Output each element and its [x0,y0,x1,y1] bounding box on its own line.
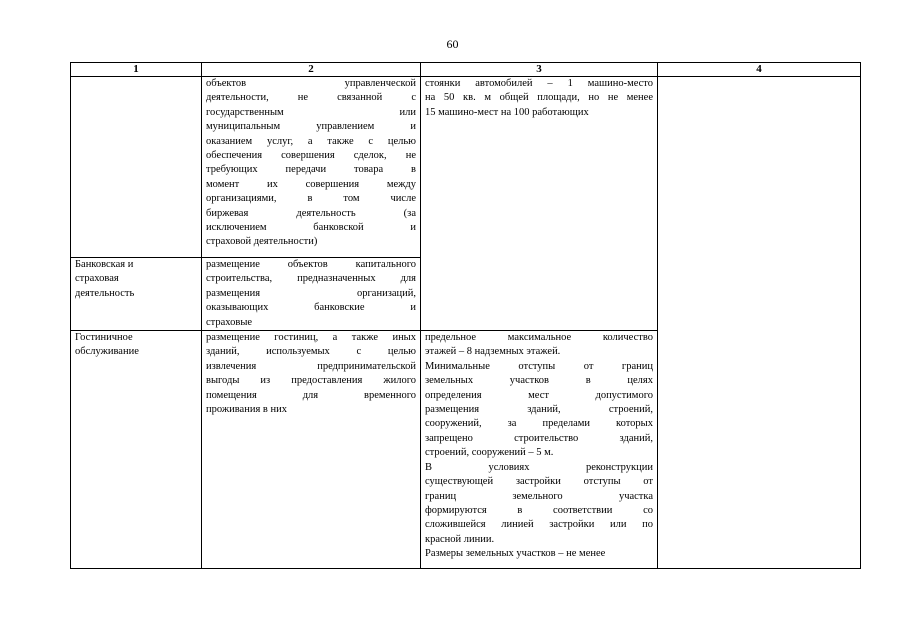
cell-text-line: размещения организаций, [206,287,416,299]
cell-text-line: В условиях реконструкции [425,461,653,473]
row3-parameters [421,331,658,569]
cell-text-line: требующих передачи товара в [206,164,416,176]
cell-text-line: обслуживание [75,346,139,358]
cell-text-line: размещение объектов капитального [206,259,416,270]
page-number: 60 [446,37,459,51]
cell-text-line: запрещено строительство зданий, [425,432,653,444]
row1-parameters [421,77,658,331]
cell-text-line: деятельности, не связанной с [206,92,416,104]
cell-text-line: земельных участков в целях [425,375,653,387]
row1-use-name [71,77,202,258]
cell-text-line: исключением банковской и [206,222,416,234]
column-header-2: 2 [202,63,421,77]
cell-text-line: красной линии. [425,533,495,545]
row3-description [202,331,421,569]
cell-text-line: существующей застройки отступы от [425,476,653,488]
cell-text-line: зданий, используемых с целью [206,346,416,358]
cell-text-line: Размеры земельных участков – не менее [425,548,606,560]
row2-description [202,258,421,331]
cell-text-line: стоянки автомобилей – 1 машино-место [425,78,653,89]
cell-text-line: страховой деятельности) [206,236,318,248]
header-row [71,63,861,77]
cell-text-line: этажей – 8 надземных этажей. [425,346,561,358]
cell-text-line: Минимальные отступы от границ [425,360,653,372]
cell-text-line: строений, сооружений – 5 м. [425,447,554,459]
cell-text-line: размещения зданий, строений, [425,404,653,416]
cell-text-line: оказывающих банковские и [206,302,416,314]
cell-text-line: государственным или [206,106,416,118]
column-header-3: 3 [421,63,658,77]
cell-text-line: строительства, предназначенных для [206,273,416,285]
cell-text-line: организациями, в том числе [206,193,416,205]
cell-text-line: размещение гостиниц, а также иных [206,332,416,344]
cell-text-line: формируются в соответствии со [425,504,653,516]
regulations-table [70,62,861,569]
cell-text-line: 15 машино-мест на 100 работающих [425,106,589,118]
row2-use-name [71,258,202,331]
cell-text-line: предельное максимальное количество [425,332,653,344]
cell-text-line: проживания в них [206,404,287,416]
cell-text-line: на 50 кв. м общей площади, но не менее [425,92,653,104]
cell-text-line: страховые [206,316,253,328]
cell-text-line: обеспечения совершения сделок, не [206,150,416,162]
table-row [71,77,861,258]
cell-text-line: Гостиничное [75,332,133,344]
cell-text-line: определения мест допустимого [425,389,653,401]
cell-text-line: выгоды из предоставления жилого [206,375,416,387]
cell-text-line: биржевая деятельность (за [206,207,416,219]
cell-text-line: деятельность [75,287,135,299]
cell-text-line: объектов управленческой [206,78,416,89]
cell-text-line: страховая [75,273,119,285]
cell-text-line: извлечения предпринимательской [206,360,416,372]
cell-text-line: момент их совершения между [206,178,416,190]
cell-text-line: границ земельного участка [425,490,653,502]
cell-text-line: Банковская и [75,259,134,270]
row3-use-name [71,331,202,569]
cell-text-line: муниципальным управлением и [206,121,416,133]
column4-cell [658,77,861,569]
row1-description [202,77,421,258]
column-header-4: 4 [658,63,861,77]
cell-text-line: помещения для временного [206,389,416,401]
cell-text-line: оказанием услуг, а также с целью [206,135,416,147]
cell-text-line: сооружений, за пределами которых [425,418,653,430]
cell-text-line: сложившейся линией застройки или по [425,519,653,531]
column-header-1: 1 [71,63,202,77]
